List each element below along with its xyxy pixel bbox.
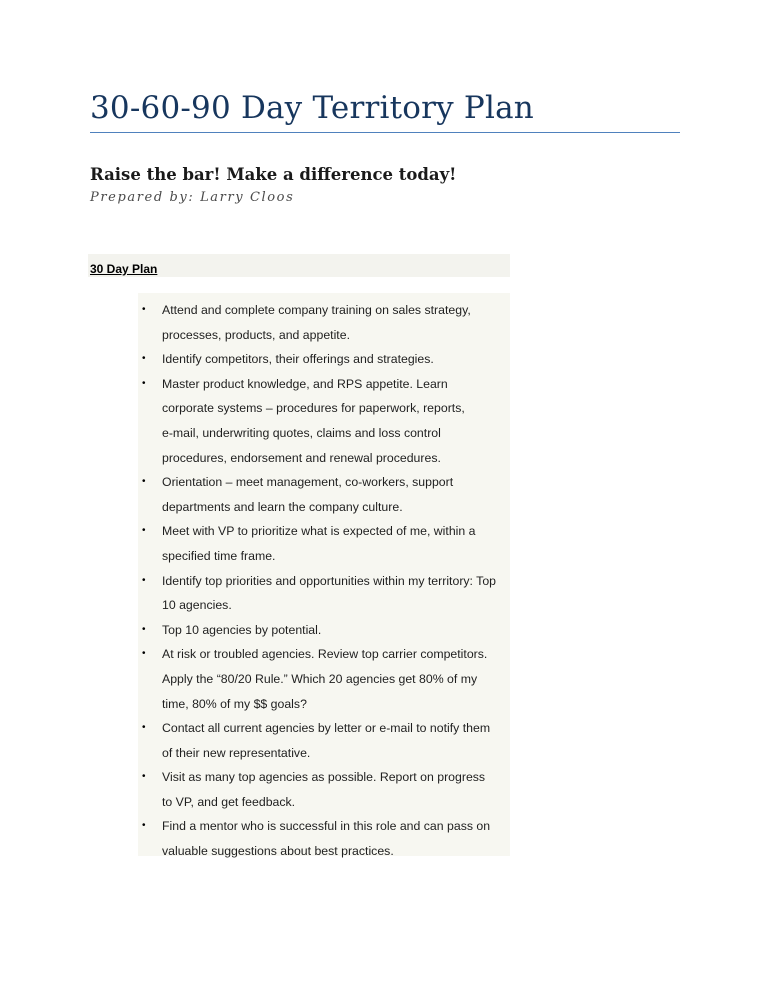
list-item-text: Attend and complete company training on sales strategy, processes, products, and appetite. [162,303,471,342]
bullet-icon: • [142,377,146,389]
prepared-by-line: Prepared by: Larry Cloos [90,190,295,205]
list-item-text: Identify competitors, their offerings and strategies. [162,352,434,367]
title-underline-rule [90,132,680,133]
list-item-text: At risk or troubled agencies. Review top carrier competitors. Apply the “80/20 Rule.” Which 20 agencies get 80% of my time, 80% of my $$ goals? [162,647,488,711]
list-item [138,298,510,347]
list-item [138,765,510,814]
bullet-icon: • [142,525,146,537]
bullet-icon: • [142,476,146,488]
list-item [138,618,510,643]
bullet-icon: • [142,722,146,734]
bullet-icon: • [142,771,146,783]
list-item [138,372,510,470]
list-item-text: Visit as many top agencies as possible. Report on progress to VP, and get feedback. [162,770,486,809]
bullet-icon: • [142,820,146,832]
bullet-icon: • [142,353,146,365]
bullet-icon: • [142,574,146,586]
list-item-text: Meet with VP to prioritize what is expected of me, within a specified time frame. [162,524,476,563]
subtitle: Raise the bar! Make a difference today! [90,165,457,184]
list-item [138,814,510,863]
list-item-text: Master product knowledge, and RPS appetite. Learn corporate systems – procedures for paperwork, reports, e-mail, underwriting quotes, claims and loss control procedures, endorsement and renewal procedures. [162,376,465,465]
list-item [138,347,510,372]
list-item [138,642,510,716]
section-heading-30-day-plan: 30 Day Plan [90,262,158,276]
list-item-text: Top 10 agencies by potential. [162,622,322,637]
page-title: 30-60-90 Day Territory Plan [90,90,534,126]
list-item-text: Orientation – meet management, co-workers, support departments and learn the company culture. [162,475,454,514]
list-item [138,519,510,568]
list-item-text: Identify top priorities and opportunities within my territory: Top 10 agencies. [162,573,496,613]
list-item [138,569,510,618]
bullet-list [138,298,510,864]
list-item-text: Find a mentor who is successful in this role and can pass on valuable suggestions about best practices. [162,819,491,859]
bullet-icon: • [142,623,146,635]
list-item [138,716,510,765]
list-item [138,470,510,519]
list-item-text: Contact all current agencies by letter or e-mail to notify them of their new representative. [162,721,491,760]
bullet-icon: • [142,304,146,315]
bullet-icon: • [142,648,146,660]
